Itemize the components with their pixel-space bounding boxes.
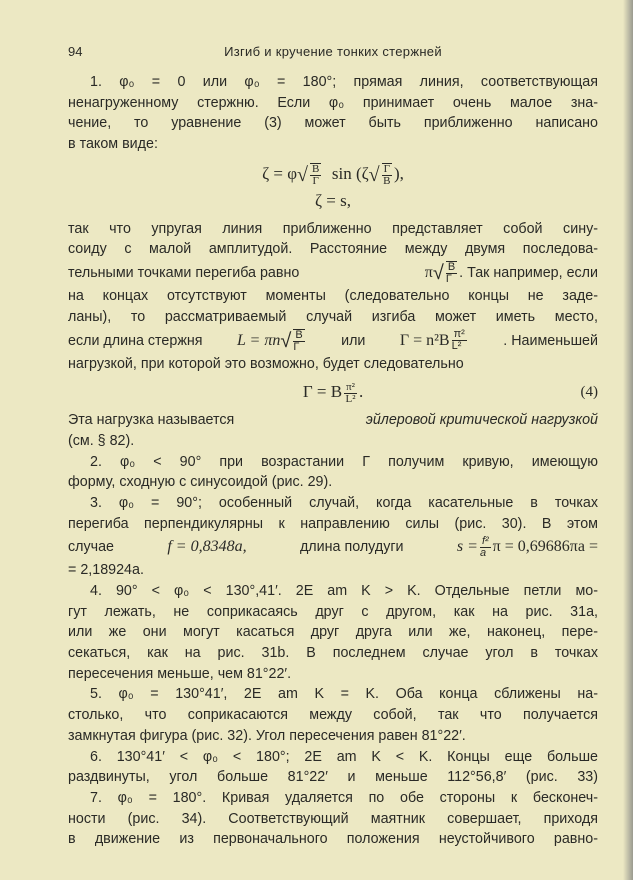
italic-term: эйлеровой критической нагрузкой bbox=[365, 412, 598, 429]
sqrt-icon: √ bbox=[432, 262, 444, 285]
book-page bbox=[68, 40, 598, 850]
fraction bbox=[382, 163, 392, 187]
text-line: в таком виде: bbox=[68, 136, 158, 153]
text-line: (см. § 82). bbox=[68, 432, 135, 449]
formula-part: ζ = φ bbox=[262, 163, 298, 183]
denominator: a bbox=[479, 547, 487, 560]
text-line: секаться, как на рис. 31b. В последнем случае угол в точках bbox=[68, 645, 598, 662]
text-part: Эта нагрузка называется bbox=[68, 412, 235, 429]
text-line: 2. φ₀ < 90° при возрастании Γ получим кривую, имеющую bbox=[90, 453, 598, 470]
numerator: B bbox=[447, 261, 456, 274]
inline-formula bbox=[400, 328, 469, 354]
numerator: B bbox=[312, 162, 320, 175]
text-line: = 2,18924a. bbox=[68, 562, 144, 579]
text-line: 3. φ₀ = 90°; особенный случай, когда касательные в точках bbox=[90, 494, 598, 511]
numerator: f² bbox=[481, 535, 489, 548]
fraction bbox=[310, 163, 321, 187]
numerator: Γ bbox=[383, 162, 390, 175]
formula-2: ζ = s, bbox=[315, 190, 351, 210]
numerator: π² bbox=[453, 328, 465, 341]
text-line: соиду с малой амплитудой. Расстояние между двумя последова- bbox=[68, 241, 598, 258]
inline-formula bbox=[237, 328, 307, 354]
formula-4 bbox=[68, 374, 598, 410]
text-line: перегиба перпендикулярны к направлению силы (рис. 30). В этом bbox=[68, 515, 598, 532]
denominator: L² bbox=[451, 340, 462, 353]
formula-part: s = bbox=[456, 538, 478, 556]
text-part: если длина стержня bbox=[68, 332, 203, 349]
text-line: замкнутая фигура (рис. 32). Угол пересечения равен 81°22′. bbox=[68, 727, 466, 744]
text-line bbox=[68, 328, 598, 354]
page-header bbox=[68, 40, 598, 66]
text-line: столько, что соприкасаются между собой, так что получается bbox=[68, 707, 598, 724]
fraction bbox=[446, 261, 457, 285]
text-line: в движение из первоначального положения неустойчивого равно- bbox=[68, 831, 598, 848]
formula-part: L = πn bbox=[236, 331, 281, 349]
text-line: форму, сходную с синусоидой (рис. 29). bbox=[68, 474, 333, 491]
formula-1 bbox=[68, 159, 598, 189]
formula-part: . bbox=[358, 382, 364, 402]
formula-part: Γ = B bbox=[302, 382, 343, 402]
text-line: ненагруженному стержню. Если φ₀ принимает очень малое зна- bbox=[68, 94, 598, 111]
text-line bbox=[68, 260, 598, 286]
fraction bbox=[480, 536, 491, 559]
equation-number: (4) bbox=[580, 384, 598, 401]
text-line: 6. 130°41′ < φ₀ < 180°; 2E am K < K. Концы еще больше bbox=[90, 748, 598, 765]
text-line: 4. 90° < φ₀ < 130°,41′. 2E am K > K. Отдельные петли мо- bbox=[90, 583, 598, 599]
text-part: . Так например, если bbox=[459, 265, 598, 282]
text-line: 1. φ₀ = 0 или φ₀ = 180°; прямая линия, соответствующая bbox=[90, 74, 598, 90]
fraction bbox=[344, 382, 357, 405]
text-line bbox=[68, 534, 598, 560]
page-number: 94 bbox=[68, 44, 83, 59]
text-line: пересечения меньше, чем 81°22′. bbox=[68, 665, 292, 682]
inline-formula bbox=[425, 260, 598, 286]
numerator: B bbox=[295, 328, 303, 341]
text-line: ланы), то рассматриваемый случай изгиба может иметь место, bbox=[68, 308, 598, 325]
text-line: или же они могут касаться друг друга или же, наконец, пере- bbox=[68, 624, 598, 641]
text-line: гут лежать, не соприкасаясь друг с другом, как на рис. 31a, bbox=[68, 603, 598, 620]
denominator: L² bbox=[345, 392, 356, 405]
numerator: π² bbox=[346, 380, 355, 393]
text-part: тельными точками перегиба равно bbox=[68, 265, 300, 282]
text-part: . Наименьшей bbox=[503, 332, 598, 349]
text-line: так что упругая линия приближенно представляет собой сину- bbox=[68, 220, 598, 237]
text-line: 5. φ₀ = 130°41′, 2E am K = K. Оба конца сближены на- bbox=[90, 686, 598, 703]
inline-formula bbox=[457, 534, 598, 560]
text-part: или bbox=[341, 332, 366, 349]
text-line: нагрузкой, при которой это возможно, будет следовательно bbox=[68, 355, 464, 372]
text-line bbox=[68, 410, 598, 431]
page-edge-shadow bbox=[623, 0, 633, 880]
text-line: на концах отсутствуют моменты (следовательно концы не заде- bbox=[68, 288, 598, 305]
formula-part: π = 0,69686πa = bbox=[492, 538, 598, 556]
denominator: Γ bbox=[312, 174, 319, 187]
sqrt-icon: √ bbox=[297, 163, 309, 186]
formula-part: f = 0,8348a, bbox=[167, 538, 247, 556]
formula-part: π bbox=[424, 264, 433, 282]
formula-part: ), bbox=[394, 163, 404, 183]
running-title: Изгиб и кручение тонких стержней bbox=[224, 44, 442, 59]
formula-part: sin bbox=[331, 163, 352, 183]
sqrt-icon: √ bbox=[368, 163, 380, 186]
text-line: раздвинуты, угол больше 81°22′ и меньше 112°56,8′ (рис. 33) bbox=[68, 769, 598, 786]
denominator: Γ bbox=[293, 340, 300, 353]
text-part: длина полудуги bbox=[299, 539, 404, 556]
denominator: Γ bbox=[445, 273, 452, 286]
text-line: чение, то уравнение (3) может быть приближенно написано bbox=[68, 115, 598, 132]
sqrt-icon: √ bbox=[280, 329, 292, 352]
formula-part: (ζ bbox=[355, 163, 369, 183]
text-line: 7. φ₀ = 180°. Кривая удаляется по обе стороны к бесконеч- bbox=[90, 789, 598, 806]
formula-part: Γ = n²B bbox=[399, 331, 450, 349]
text-part: случае bbox=[68, 539, 114, 556]
text-line: ности (рис. 34). Соответствующий маятник совершает, приходя bbox=[68, 810, 598, 827]
fraction bbox=[293, 329, 304, 353]
denominator: B bbox=[383, 174, 391, 187]
fraction bbox=[452, 329, 467, 352]
